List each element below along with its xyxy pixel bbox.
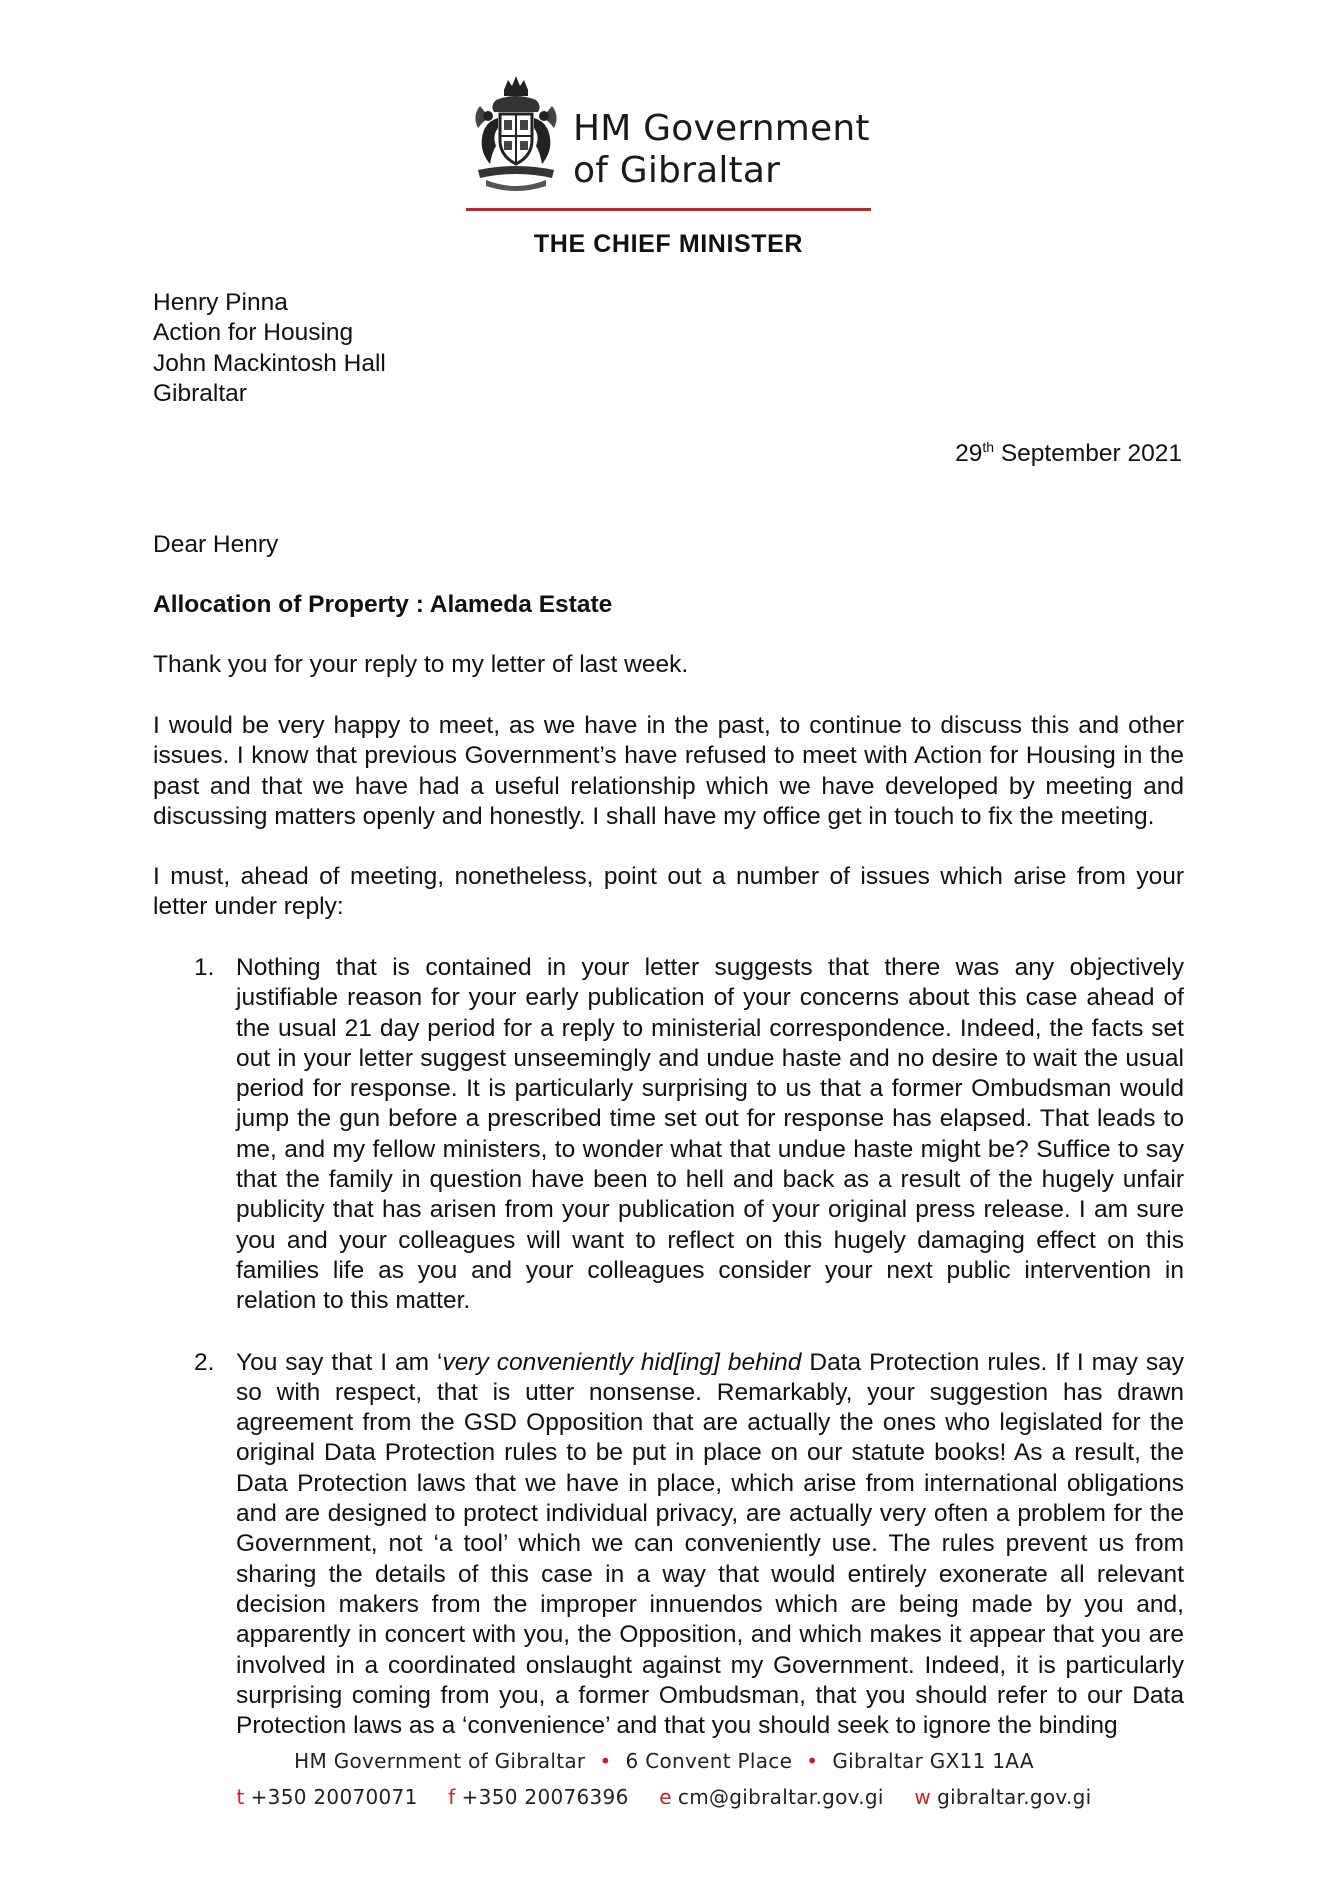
body-paragraph: Thank you for your reply to my letter of last week. xyxy=(153,651,689,678)
list-item-number: 2. xyxy=(194,1348,215,1376)
list-item-quote: very conveniently hid[ing] behind xyxy=(442,1348,802,1376)
salutation: Dear Henry xyxy=(153,531,279,558)
footer-street: 6 Convent Place xyxy=(625,1749,793,1773)
list-item xyxy=(153,953,1184,1317)
footer-postcode: Gibraltar GX11 1AA xyxy=(832,1749,1034,1773)
footer-org: HM Government of Gibraltar xyxy=(294,1749,586,1773)
date-day: 29 xyxy=(955,440,983,467)
list-item-text-after: Data Protection rules. If I may say so with respect, that is utter nonsense. Remarkably, your suggestion has drawn agreement from the GSD Opposition that are actually the ones who legislated for the original Data Protection rules to be put in place on our statute books! As a result, the Data Protection laws that we have in place, which arise from international obligations and are designed to protect individual privacy, are actually very often a problem for the Government, not ‘a tool’ which we can conveniently use. The rules prevent us from sharing the details of this case in a way that would entirely exonerate all relevant decision makers from the improper innuendos which are being made by you and, apparently in concert with you, the Opposition, and which makes it appear that you are involved in a coordinated onslaught against my Government. Indeed, it is particularly surprising coming from you, a former Ombudsman, that you should refer to our Data Protection laws as a ‘convenience’ and that you should seek to ignore the binding xyxy=(236,1348,1185,1740)
letterhead-divider xyxy=(466,208,871,211)
footer-fax: f +350 20076396 xyxy=(448,1785,629,1809)
org-name-line-1: HM Government xyxy=(573,108,870,149)
body-paragraph: I would be very happy to meet, as we have in the past, to continue to discuss this and other issues. I know that previous Government’s have refused to meet with Action for Housing in the past and that we have had a useful relationship which we have developed by meeting and discussing matters openly and honestly. I shall have my office get in touch to fix the meeting. xyxy=(153,712,1184,830)
recipient-address-line: John Mackintosh Hall xyxy=(153,349,386,377)
organisation-name xyxy=(573,108,870,192)
office-title: THE CHIEF MINISTER xyxy=(533,230,804,258)
recipient-address xyxy=(153,288,386,409)
footer-contacts xyxy=(0,1785,1328,1809)
royal-coat-of-arms-icon xyxy=(466,72,566,196)
list-item-text-before: You say that I am ‘ xyxy=(236,1348,443,1376)
date-month-year: September 2021 xyxy=(994,440,1182,467)
footer-telephone: t +350 20070071 xyxy=(236,1785,418,1809)
footer-separator: • xyxy=(599,1749,612,1773)
org-name-line-2: of Gibraltar xyxy=(573,150,781,191)
footer-website: w gibraltar.gov.gi xyxy=(914,1785,1092,1809)
footer-separator: • xyxy=(806,1749,819,1773)
numbered-list xyxy=(153,953,1184,1741)
footer-address xyxy=(0,1749,1328,1773)
date-suffix: th xyxy=(982,439,995,455)
footer-email: e cm@gibraltar.gov.gi xyxy=(659,1785,884,1809)
recipient-name: Henry Pinna xyxy=(153,289,288,316)
recipient-city: Gibraltar xyxy=(153,379,247,407)
body-paragraph: I must, ahead of meeting, nonetheless, point out a number of issues which arise from your letter under reply: xyxy=(153,863,1184,921)
subject-line: Allocation of Property : Alameda Estate xyxy=(153,591,613,618)
list-item-number: 1. xyxy=(194,954,215,981)
list-item xyxy=(153,1348,1184,1742)
list-item-text: Nothing that is contained in your letter suggests that there was any objectively justifiable reason for your early publication of your concerns about this case ahead of the usual 21 day period for a reply to ministerial correspondence. Indeed, the facts set out in your letter suggest unseemingly and undue haste and no desire to wait the usual period for response. It is particularly surprising to us that a former Ombudsman would jump the gun before a prescribed time set out for response has elapsed. That leads to me, and my fellow ministers, to wonder what that undue haste might be? Suffice to say that the family in question have been to hell and back as a result of the hugely unfair publicity that has arisen from your publication of your original press release. I am sure you and your colleagues will want to reflect on this hugely damaging effect on this families life as you and your colleagues consider your next public intervention in relation to this matter. xyxy=(236,954,1184,1315)
letter-date xyxy=(955,439,1182,469)
recipient-organisation: Action for Housing xyxy=(153,319,354,347)
